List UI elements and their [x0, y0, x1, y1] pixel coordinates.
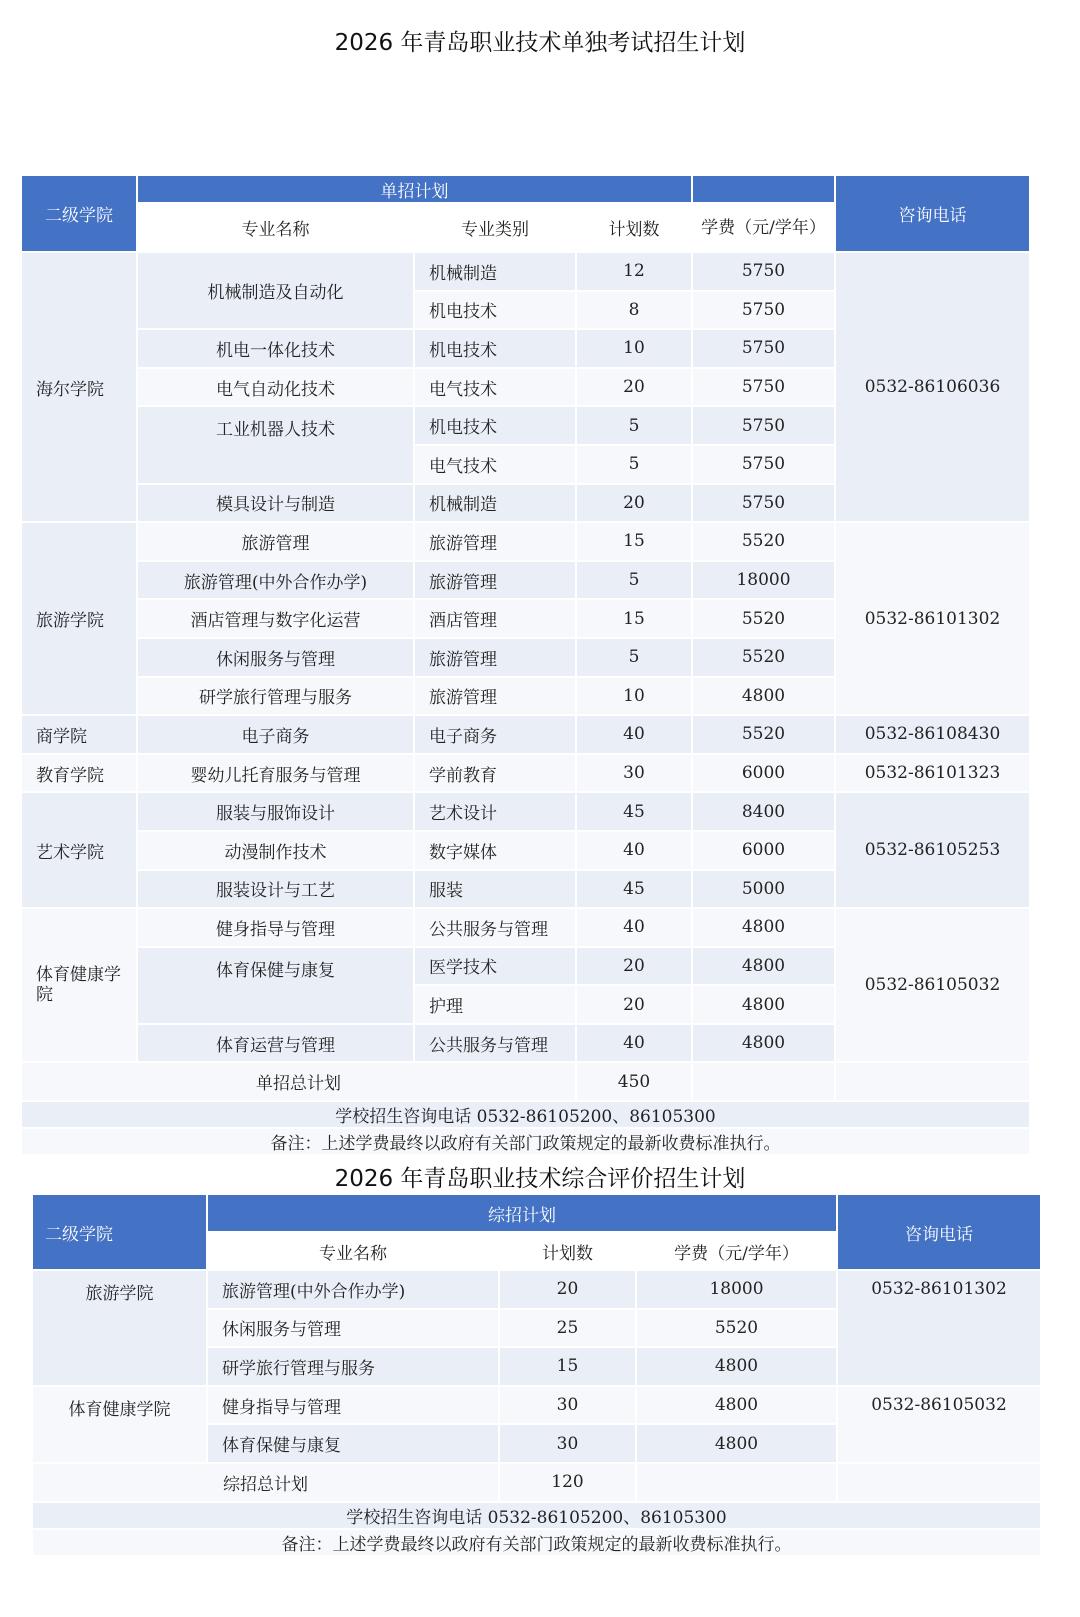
fee-cell: 4800: [636, 1386, 837, 1425]
category-cell: 机电技术: [414, 291, 576, 330]
category-cell: 电子商务: [414, 715, 576, 754]
category-cell: 机械制造: [414, 484, 576, 523]
major-cell: 旅游管理(中外合作办学): [207, 1270, 499, 1309]
fee-cell: 5520: [692, 715, 835, 754]
contact-line: 学校招生咨询电话 0532-86105200、86105300: [21, 1101, 1030, 1128]
category-cell: 学前教育: [414, 754, 576, 793]
fee-cell: 4800: [692, 985, 835, 1024]
major-cell: 体育保健与康复: [207, 1424, 499, 1463]
category-cell: 电气技术: [414, 445, 576, 484]
major-cell: 婴幼儿托育服务与管理: [137, 754, 414, 793]
major-cell: 工业机器人技术: [137, 406, 414, 483]
major-cell: 健身指导与管理: [207, 1386, 499, 1425]
phone-cell: 0532-86101323: [835, 754, 1030, 793]
fee-cell: 4800: [692, 947, 835, 986]
note-line: 备注：上述学费最终以政府有关部门政策规定的最新收费标准执行。: [32, 1529, 1041, 1556]
fee-cell: 6000: [692, 831, 835, 870]
major-cell: 服装与服饰设计: [137, 792, 414, 831]
count-cell: 15: [576, 599, 692, 638]
college-cell: 商学院: [21, 715, 137, 754]
header-plan: 单招计划: [137, 175, 692, 203]
major-cell: 休闲服务与管理: [207, 1309, 499, 1348]
count-cell: 10: [576, 329, 692, 368]
count-cell: 40: [576, 715, 692, 754]
college-cell: 体育健康学院: [32, 1386, 207, 1463]
category-cell: 旅游管理: [414, 677, 576, 716]
fee-cell: 18000: [692, 561, 835, 600]
category-cell: 机电技术: [414, 329, 576, 368]
major-cell: 体育保健与康复: [137, 947, 414, 1024]
fee-cell: 4800: [692, 677, 835, 716]
major-cell: 体育运营与管理: [137, 1024, 414, 1063]
major-cell: 研学旅行管理与服务: [137, 677, 414, 716]
category-cell: 机械制造: [414, 252, 576, 291]
category-cell: 旅游管理: [414, 561, 576, 600]
count-cell: 5: [576, 406, 692, 445]
page-title: 2026 年青岛职业技术单独考试招生计划: [334, 30, 746, 56]
single-exam-plan-table: [20, 174, 1031, 1156]
header-phone: 咨询电话: [835, 175, 1030, 252]
count-cell: 10: [576, 677, 692, 716]
contact-line: 学校招生咨询电话 0532-86105200、86105300: [32, 1502, 1041, 1529]
count-cell: 40: [576, 831, 692, 870]
category-cell: 酒店管理: [414, 599, 576, 638]
count-cell: 5: [576, 445, 692, 484]
fee-cell: 5000: [692, 870, 835, 909]
phone-cell: 0532-86101302: [835, 522, 1030, 715]
header-major: 专业名称: [207, 1232, 499, 1270]
fee-cell: 4800: [636, 1347, 837, 1386]
phone-cell: 0532-86108430: [835, 715, 1030, 754]
header-count: 计划数: [576, 203, 692, 252]
count-cell: 25: [499, 1309, 636, 1348]
category-cell: 旅游管理: [414, 638, 576, 677]
header-fee: 学费（元/学年）: [636, 1232, 837, 1270]
major-cell: 电气自动化技术: [137, 368, 414, 407]
count-cell: 20: [576, 985, 692, 1024]
total-value: 120: [499, 1463, 636, 1502]
fee-cell: 5750: [692, 291, 835, 330]
major-cell: 服装设计与工艺: [137, 870, 414, 909]
fee-cell: 5520: [692, 599, 835, 638]
fee-cell: 5520: [692, 638, 835, 677]
fee-cell: 5750: [692, 252, 835, 291]
college-cell: 旅游学院: [21, 522, 137, 715]
major-cell: 旅游管理(中外合作办学): [137, 561, 414, 600]
fee-cell: 5520: [636, 1309, 837, 1348]
category-cell: 服装: [414, 870, 576, 909]
phone-cell: 0532-86105253: [835, 792, 1030, 908]
fee-cell: 5750: [692, 406, 835, 445]
count-cell: 40: [576, 908, 692, 947]
count-cell: 20: [576, 484, 692, 523]
category-cell: 电气技术: [414, 368, 576, 407]
header-category: 专业类别: [414, 203, 576, 252]
count-cell: 5: [576, 561, 692, 600]
fee-cell: 5750: [692, 484, 835, 523]
total-label: 综招总计划: [32, 1463, 499, 1502]
college-cell: 体育健康学院: [21, 908, 137, 1062]
header-count: 计划数: [499, 1232, 636, 1270]
header-college: 二级学院: [32, 1194, 207, 1270]
fee-cell: 5750: [692, 445, 835, 484]
fee-cell: 5750: [692, 329, 835, 368]
college-cell: 海尔学院: [21, 252, 137, 522]
category-cell: 护理: [414, 985, 576, 1024]
category-cell: 艺术设计: [414, 792, 576, 831]
count-cell: 15: [576, 522, 692, 561]
count-cell: 45: [576, 870, 692, 909]
category-cell: 公共服务与管理: [414, 1024, 576, 1063]
count-cell: 30: [499, 1386, 636, 1425]
header-college: 二级学院: [21, 175, 137, 252]
comprehensive-plan-table: [31, 1193, 1042, 1557]
fee-cell: 4800: [636, 1424, 837, 1463]
major-cell: 休闲服务与管理: [137, 638, 414, 677]
college-cell: 艺术学院: [21, 792, 137, 908]
count-cell: 20: [499, 1270, 636, 1309]
section-title: 2026 年青岛职业技术综合评价招生计划: [334, 1166, 746, 1192]
major-cell: 酒店管理与数字化运营: [137, 599, 414, 638]
major-cell: 研学旅行管理与服务: [207, 1347, 499, 1386]
count-cell: 12: [576, 252, 692, 291]
college-cell: 教育学院: [21, 754, 137, 793]
phone-cell: 0532-86105032: [835, 908, 1030, 1062]
count-cell: 30: [499, 1424, 636, 1463]
fee-cell: 18000: [636, 1270, 837, 1309]
header-phone: 咨询电话: [837, 1194, 1041, 1270]
phone-cell: 0532-86101302: [837, 1270, 1041, 1386]
category-cell: 旅游管理: [414, 522, 576, 561]
phone-cell: 0532-86106036: [835, 252, 1030, 522]
total-label: 单招总计划: [21, 1062, 576, 1101]
fee-cell: 4800: [692, 908, 835, 947]
header-fee: 学费（元/学年）: [692, 203, 835, 252]
header-major: 专业名称: [137, 203, 414, 252]
count-cell: 20: [576, 947, 692, 986]
college-cell: 旅游学院: [32, 1270, 207, 1386]
total-value: 450: [576, 1062, 692, 1101]
major-cell: 机电一体化技术: [137, 329, 414, 368]
category-cell: 数字媒体: [414, 831, 576, 870]
major-cell: 旅游管理: [137, 522, 414, 561]
category-cell: 医学技术: [414, 947, 576, 986]
count-cell: 15: [499, 1347, 636, 1386]
major-cell: 电子商务: [137, 715, 414, 754]
category-cell: 机电技术: [414, 406, 576, 445]
count-cell: 40: [576, 1024, 692, 1063]
major-cell: 健身指导与管理: [137, 908, 414, 947]
major-cell: 机械制造及自动化: [137, 252, 414, 329]
fee-cell: 5520: [692, 522, 835, 561]
count-cell: 30: [576, 754, 692, 793]
fee-cell: 4800: [692, 1024, 835, 1063]
fee-cell: 6000: [692, 754, 835, 793]
count-cell: 20: [576, 368, 692, 407]
major-cell: 动漫制作技术: [137, 831, 414, 870]
category-cell: 公共服务与管理: [414, 908, 576, 947]
header-plan: 综招计划: [207, 1194, 837, 1232]
phone-cell: 0532-86105032: [837, 1386, 1041, 1463]
count-cell: 8: [576, 291, 692, 330]
note-line: 备注：上述学费最终以政府有关部门政策规定的最新收费标准执行。: [21, 1128, 1030, 1155]
fee-cell: 8400: [692, 792, 835, 831]
fee-cell: 5750: [692, 368, 835, 407]
count-cell: 5: [576, 638, 692, 677]
count-cell: 45: [576, 792, 692, 831]
major-cell: 模具设计与制造: [137, 484, 414, 523]
